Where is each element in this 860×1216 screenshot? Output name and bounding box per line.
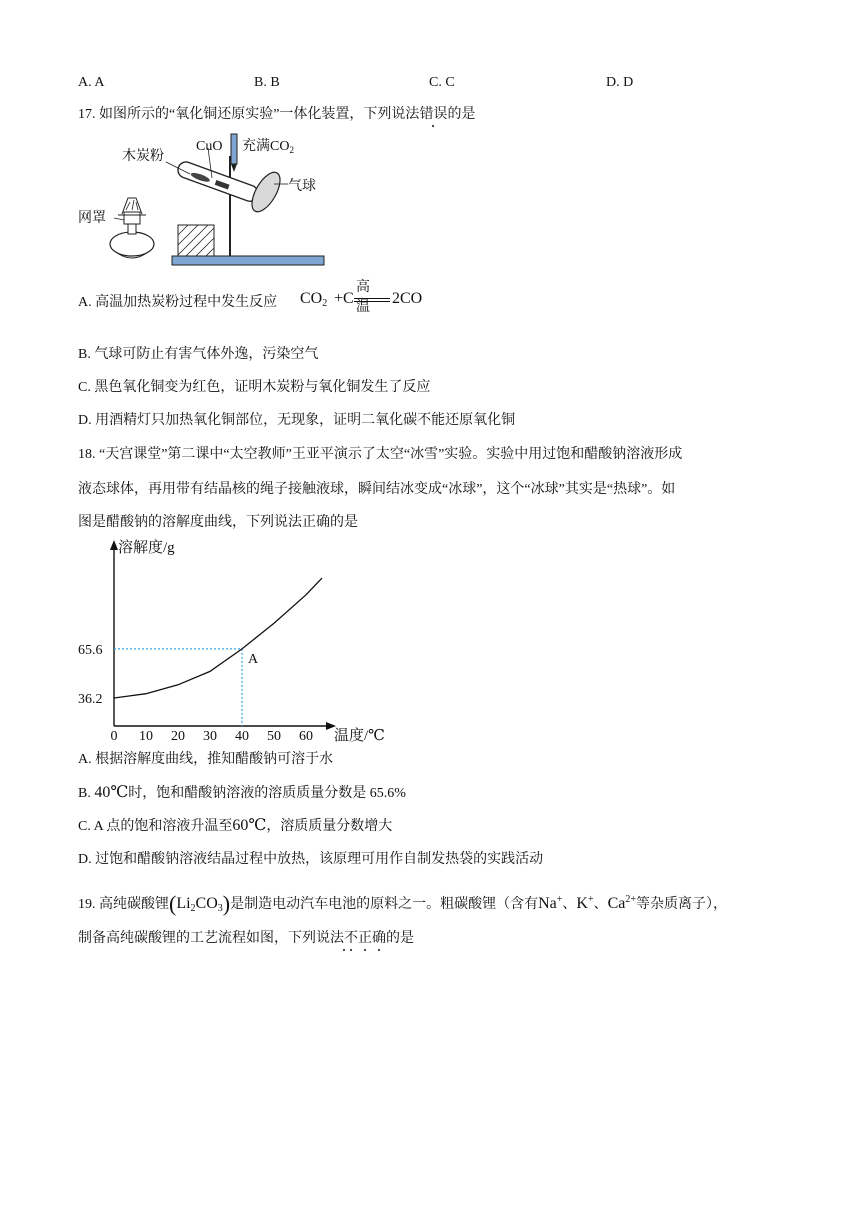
eq-left: $CO_2$ bbox=[300, 290, 328, 309]
y-axis-arrow bbox=[110, 540, 118, 550]
q17-stem-text: 17. 如图所示的“氧化铜还原实验”一体化装置，下列说法 bbox=[78, 107, 420, 122]
eq-double-line bbox=[354, 298, 390, 302]
emphasis-char: 不 bbox=[344, 931, 358, 946]
x-tick-label: 60 bbox=[299, 729, 313, 744]
q16-options bbox=[0, 74, 860, 92]
y-tick-label: 65.6 bbox=[78, 642, 103, 658]
label-cuo: CuO bbox=[196, 139, 223, 154]
q18-option-c bbox=[78, 817, 392, 836]
eq-condition: 高温 bbox=[356, 280, 370, 315]
q19-mid: 是制造电动汽车电池的原料之一。粗碳酸锂（含有 bbox=[230, 897, 539, 912]
q16-option-c: C. C bbox=[429, 75, 455, 90]
q18-option-c-temp: 60℃ bbox=[232, 817, 267, 834]
x-tick-label: 40 bbox=[235, 729, 249, 744]
label-balloon: 气球 bbox=[288, 179, 316, 194]
x-tick-label: 20 bbox=[171, 729, 185, 744]
q17-option-d: D. 用酒精灯只加热氧化铜部位，无现象，证明二氧化碳不能还原氧化铜 bbox=[78, 413, 516, 428]
q18-option-a: A. 根据溶解度曲线，推知醋酸钠可溶于水 bbox=[78, 752, 334, 767]
emphasis-char: 正 bbox=[358, 931, 372, 946]
ion-ca: $Ca^{2+}$ bbox=[607, 894, 637, 912]
eq-plus-c: +C bbox=[334, 290, 354, 307]
q19-line2-end: 的是 bbox=[386, 931, 414, 946]
stand-base bbox=[172, 256, 324, 265]
q19-stem-line2 bbox=[78, 930, 414, 948]
ion-k: K+ bbox=[576, 894, 594, 912]
x-tick-label: 10 bbox=[139, 729, 153, 744]
q18-option-b-prefix: B. bbox=[78, 786, 95, 801]
q19-formula: $Li_2CO_3$ bbox=[176, 895, 223, 914]
q18-stem-line1: 18. “天宫课堂”第二课中“太空教师”王亚平演示了太空“冰雪”实验。实验中用过饱和醋酸钠溶液形成 bbox=[78, 447, 683, 462]
q16-option-a: A. A bbox=[78, 75, 105, 90]
alcohol-lamp bbox=[110, 198, 154, 258]
q18-option-d: D. 过饱和醋酸钠溶液结晶过程中放热，该原理可用作自制发热袋的实践活动 bbox=[78, 852, 544, 867]
q16-option-d: D. D bbox=[606, 75, 634, 90]
solubility-chart bbox=[78, 538, 408, 744]
y-tick-label: 36.2 bbox=[78, 692, 103, 707]
q18-option-b-rest: 时，饱和醋酸钠溶液的溶质质量分数是 65.6% bbox=[128, 786, 406, 801]
eq-right: 2CO bbox=[392, 290, 423, 307]
q19-num: 19. 高纯碳酸锂 bbox=[78, 897, 169, 912]
emphasis-char: 确 bbox=[372, 931, 386, 946]
q16-option-b: B. B bbox=[254, 75, 280, 90]
label-charcoal: 木炭粉 bbox=[122, 149, 164, 164]
q17-stem-emphasis: 错误 bbox=[419, 107, 448, 122]
q18-option-b-temp: 40℃ bbox=[94, 784, 129, 801]
label-co2: 充满$CO_2$ bbox=[242, 139, 294, 155]
q19-stem-line1: 19. 高纯碳酸锂$(Li_2CO_3)$是制造电动汽车电池的原料之一。粗碳酸锂（含有Na+、K+、$Ca^{2+}$等杂质离子）， bbox=[78, 891, 728, 916]
chart-series bbox=[114, 578, 322, 698]
chart-guides bbox=[114, 649, 242, 726]
q19-line2-text: 制备高纯碳酸锂的工艺流程如图，下列说法 bbox=[78, 931, 344, 946]
point-a-label: A bbox=[248, 651, 259, 667]
q19-tail: 等杂质离子）， bbox=[636, 897, 728, 912]
y-axis-label: 溶解度/g bbox=[118, 540, 175, 556]
chart-labels bbox=[78, 538, 385, 744]
q17-option-a-text: A. 高温加热炭粉过程中发生反应 bbox=[78, 295, 278, 310]
chart-axes bbox=[110, 540, 336, 730]
label-mesh: 网罩 bbox=[78, 211, 106, 226]
q18-option-c-prefix: C. A 点的饱和溶液升温至 bbox=[78, 819, 233, 834]
x-axis-label: 温度/℃ bbox=[334, 728, 385, 744]
x-tick-label: 0 bbox=[110, 729, 118, 744]
x-tick-label: 50 bbox=[267, 729, 281, 744]
q18-stem-line2: 液态球体，再用带有结晶核的绳子接触液球，瞬间结冰变成“冰球”，这个“冰球”其实是“热球”。如 bbox=[78, 482, 676, 497]
solubility-curve bbox=[114, 578, 322, 698]
q17-option-c: C. 黑色氧化铜变为红色，证明木炭粉与氧化铜发生了反应 bbox=[78, 380, 431, 395]
ion-na: Na+ bbox=[538, 894, 563, 912]
apparatus-figure bbox=[78, 132, 338, 272]
q19-line2-emphasis bbox=[344, 931, 386, 946]
q18-option-c-rest: ，溶质质量分数增大 bbox=[266, 819, 393, 834]
q17-stem bbox=[78, 106, 475, 124]
q17-option-b: B. 气球可防止有害气体外逸，污染空气 bbox=[78, 347, 319, 362]
x-tick-label: 30 bbox=[203, 729, 217, 744]
q17-option-a bbox=[78, 294, 277, 312]
q18-option-b bbox=[78, 784, 406, 803]
q17-stem-end: 的是 bbox=[447, 107, 476, 122]
q18-stem-line3: 图是醋酸钠的溶解度曲线，下列说法正确的是 bbox=[78, 515, 358, 530]
